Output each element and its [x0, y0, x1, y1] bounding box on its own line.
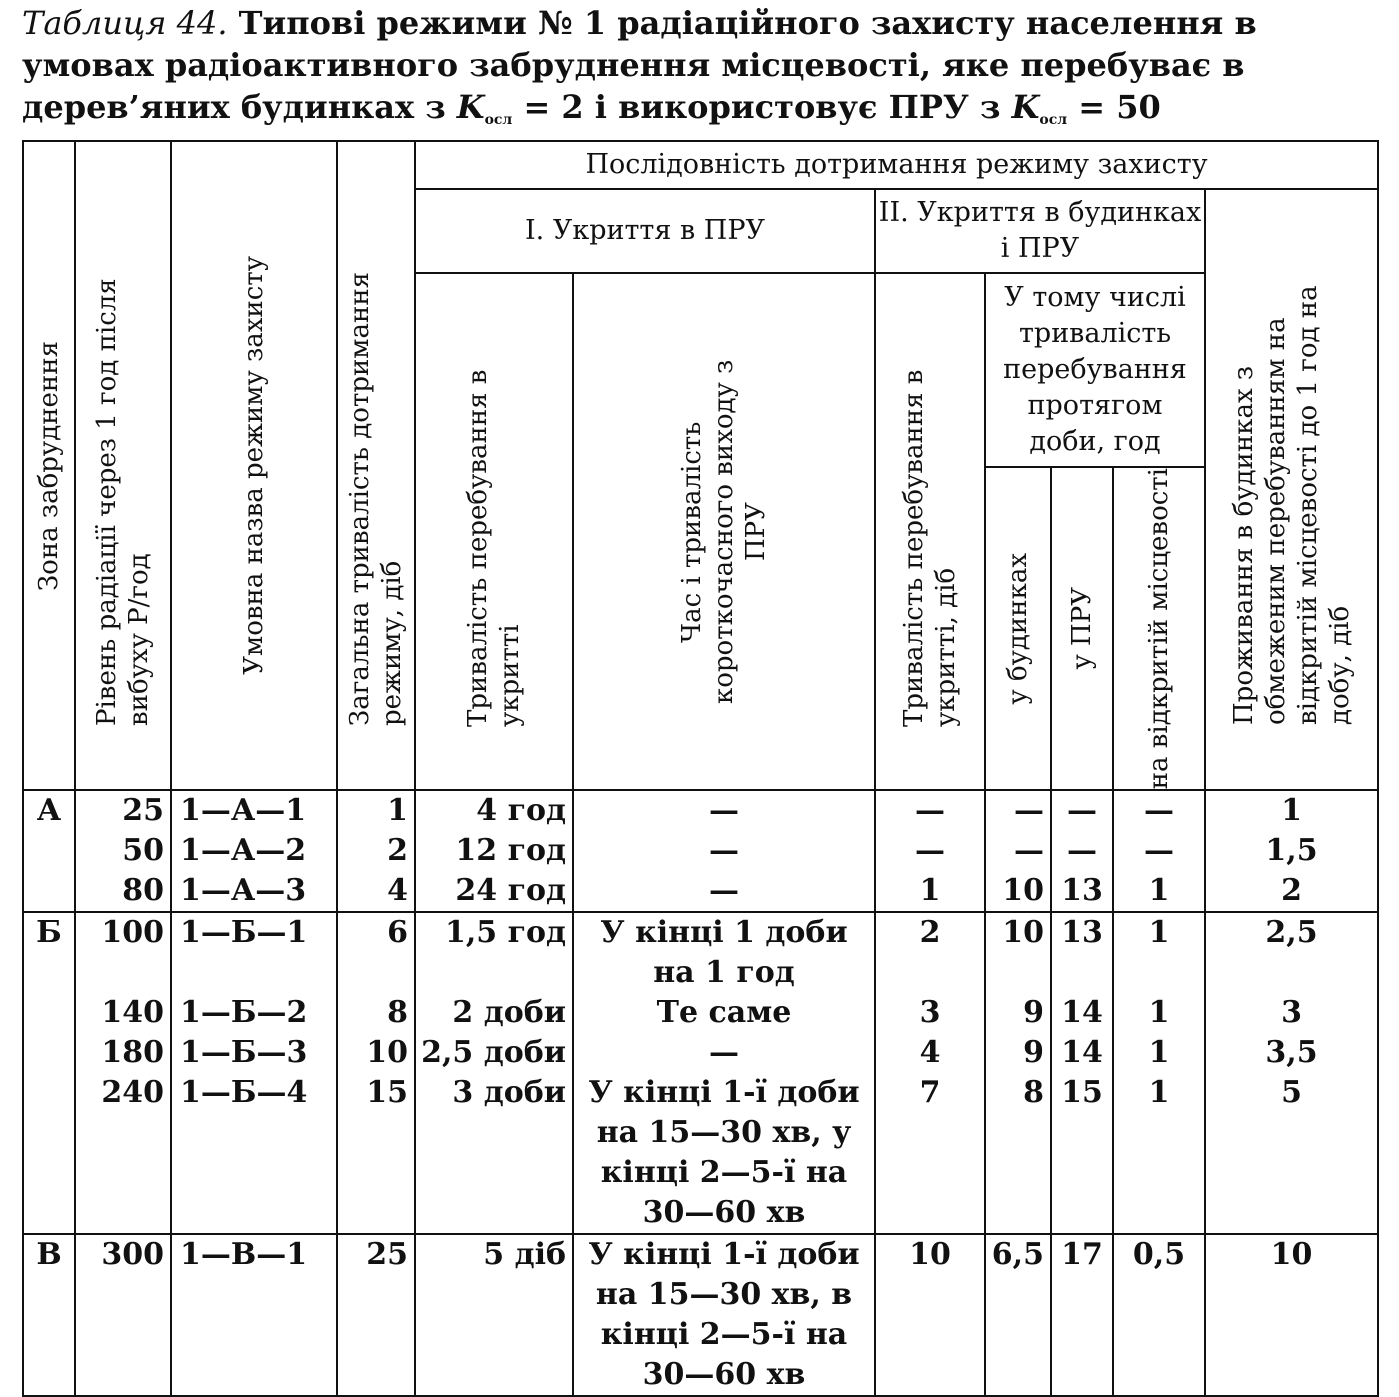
living-value: 10 — [1270, 1237, 1313, 1273]
total-cell — [337, 912, 415, 1234]
g2-duration-value — [876, 1275, 984, 1315]
g1-duration-value: 12 год — [455, 833, 566, 869]
g2-pru-value: 14 — [1061, 1035, 1103, 1071]
caption-sub2: осл — [1039, 112, 1068, 128]
g1-duration-value — [416, 1113, 566, 1153]
g2-pru-value — [1052, 1355, 1112, 1395]
g1-duration-value — [416, 1193, 566, 1233]
g2-pru-value: 13 — [1061, 873, 1103, 909]
g2-open-value: 1 — [1148, 1035, 1170, 1071]
g1-exit-value: кінці 2—5-ї на — [600, 1155, 848, 1191]
living-value: 1 — [1281, 793, 1302, 829]
g1-exit-value: У кінці 1 доби — [600, 915, 848, 951]
g2-open-cell — [1113, 912, 1205, 1234]
level-value — [76, 953, 164, 993]
caption-text-b: = 2 і використовує ПРУ з — [512, 88, 1012, 126]
living-cell — [1205, 1234, 1378, 1396]
g1-exit-value: — — [709, 1035, 739, 1071]
name-value: 1—А—3 — [180, 873, 307, 909]
g2-duration-cell — [875, 790, 985, 912]
living-value — [1206, 1193, 1377, 1233]
g2-pru-cell — [1051, 912, 1113, 1234]
g2-pru-value: 13 — [1061, 915, 1103, 951]
header-group1: І. Укриття в ПРУ — [415, 189, 875, 273]
living-value — [1206, 953, 1377, 993]
header-g1-exit: Час і тривалість короткочасного виходу з ПРУ — [573, 273, 875, 790]
g2-houses-value — [986, 1275, 1044, 1315]
g1-duration-value: 2,5 доби — [421, 1035, 566, 1071]
total-value: 2 — [387, 833, 408, 869]
g2-open-value: 1 — [1148, 995, 1170, 1031]
g2-pru-value — [1052, 1275, 1112, 1315]
living-value: 1,5 — [1265, 833, 1318, 869]
g2-duration-value: 2 — [919, 915, 941, 951]
total-value: 6 — [387, 915, 408, 951]
living-cell — [1205, 790, 1378, 912]
g2-houses-value: 10 — [1002, 915, 1044, 951]
total-value: 8 — [387, 995, 408, 1031]
g1-duration-value: 24 год — [455, 873, 566, 909]
g2-houses-value: 10 — [1002, 873, 1044, 909]
g2-duration-value — [876, 1355, 984, 1395]
g2-open-cell — [1113, 1234, 1205, 1396]
g2-houses-value — [986, 1153, 1044, 1193]
living-value — [1206, 1355, 1377, 1395]
caption-k2: K — [1011, 88, 1040, 126]
total-value — [338, 1275, 408, 1315]
g1-exit-value: Те саме — [656, 995, 792, 1031]
g2-open-value — [1114, 953, 1204, 993]
g1-duration-value — [416, 1355, 566, 1395]
living-value: 5 — [1281, 1075, 1302, 1111]
level-value: 180 — [101, 1035, 164, 1071]
level-value — [76, 1355, 164, 1395]
g1-duration-value — [416, 1315, 566, 1355]
living-value: 2 — [1281, 873, 1302, 909]
g1-exit-value: — — [709, 833, 739, 869]
g1-exit-value: на 15—30 хв, у — [596, 1115, 852, 1151]
level-value — [76, 1275, 164, 1315]
g2-duration-value — [876, 953, 984, 993]
level-value: 240 — [101, 1075, 164, 1111]
header-total: Загальна тривалість дотримання режиму, діб — [337, 141, 415, 790]
living-value — [1206, 1315, 1377, 1355]
g2-duration-value: 4 — [919, 1035, 941, 1071]
g1-exit-value: — — [709, 873, 739, 909]
g2-duration-value — [876, 1193, 984, 1233]
g1-exit-value: кінці 2—5-ї на — [600, 1317, 848, 1353]
header-zone: Зона забруднення — [23, 141, 75, 790]
name-cell — [171, 912, 337, 1234]
total-value — [338, 1315, 408, 1355]
zone-cell — [23, 1234, 75, 1396]
header-sequence: Послідовність дотримання режиму захисту — [415, 141, 1378, 189]
level-value: 80 — [122, 873, 164, 909]
header-g2-including: У тому числі тривалість перебування протягом доби, год — [985, 273, 1205, 467]
header-g1-duration: Тривалість перебування в укритті — [415, 273, 573, 790]
g1-duration-value: 4 год — [476, 793, 566, 829]
g2-houses-value: 8 — [1023, 1075, 1044, 1111]
g2-houses-value: — — [1014, 793, 1044, 829]
caption-k1: K — [456, 88, 485, 126]
level-cell — [75, 790, 171, 912]
name-value: 1—Б—3 — [180, 1035, 308, 1071]
zone-label: А — [36, 793, 62, 829]
g2-pru-value — [1052, 1113, 1112, 1153]
zone-cell — [23, 790, 75, 912]
header-group2: ІІ. Укриття в будинках і ПРУ — [875, 189, 1205, 273]
g2-houses-cell — [985, 1234, 1051, 1396]
level-value: 100 — [101, 915, 164, 951]
table-body — [23, 790, 1378, 1396]
level-cell — [75, 912, 171, 1234]
g1-exit-value: У кінці 1-ї доби — [588, 1075, 860, 1111]
g1-duration-cell — [415, 912, 573, 1234]
name-value: 1—А—2 — [180, 833, 307, 869]
g2-pru-value: — — [1067, 793, 1097, 829]
g2-pru-value — [1052, 1193, 1112, 1233]
g2-pru-value — [1052, 1315, 1112, 1355]
table-row — [23, 1234, 1378, 1396]
total-value: 4 — [387, 873, 408, 909]
g1-duration-value: 2 доби — [452, 995, 566, 1031]
level-value: 300 — [101, 1237, 164, 1273]
g2-open-value — [1114, 1193, 1204, 1233]
living-value — [1206, 1153, 1377, 1193]
header-living: Проживання в будинках з обмеженим перебуванням на відкритій місцевості до 1 год на добу, діб — [1205, 189, 1378, 790]
name-value — [180, 1113, 336, 1153]
g1-exit-value: — — [709, 793, 739, 829]
caption-text-c: = 50 — [1067, 88, 1161, 126]
level-value — [76, 1315, 164, 1355]
g2-pru-value: 17 — [1061, 1237, 1103, 1273]
total-value — [338, 1153, 408, 1193]
g1-duration-value: 5 діб — [483, 1237, 566, 1273]
g2-duration-value: 1 — [919, 873, 941, 909]
g2-open-value — [1114, 1275, 1204, 1315]
g2-open-value — [1114, 1315, 1204, 1355]
level-cell — [75, 1234, 171, 1396]
g2-open-value: 1 — [1148, 873, 1170, 909]
level-value: 140 — [101, 995, 164, 1031]
header-g2-duration: Тривалість перебування в укритті, діб — [875, 273, 985, 790]
g2-duration-value: 3 — [919, 995, 941, 1031]
level-value: 50 — [122, 833, 164, 869]
g2-pru-value: — — [1067, 833, 1097, 869]
g2-houses-value: 9 — [1023, 995, 1044, 1031]
g1-exit-cell — [573, 790, 875, 912]
g1-exit-value: на 1 год — [653, 955, 795, 991]
name-value — [180, 1275, 336, 1315]
g1-duration-value: 3 доби — [452, 1075, 566, 1111]
name-value: 1—В—1 — [180, 1237, 308, 1273]
living-value — [1206, 1275, 1377, 1315]
g2-duration-cell — [875, 912, 985, 1234]
level-value — [76, 1193, 164, 1233]
total-value — [338, 953, 408, 993]
g2-open-value — [1114, 1355, 1204, 1395]
g2-pru-value — [1052, 1153, 1112, 1193]
table-row — [23, 790, 1378, 912]
level-value: 25 — [122, 793, 164, 829]
g2-open-value — [1114, 1113, 1204, 1153]
zone-label: Б — [36, 915, 62, 951]
g2-pru-cell — [1051, 790, 1113, 912]
g1-exit-value: 30—60 хв — [642, 1357, 806, 1393]
g2-houses-value — [986, 1355, 1044, 1395]
g2-duration-value — [876, 1113, 984, 1153]
g1-exit-cell — [573, 912, 875, 1234]
g2-open-value: 1 — [1148, 1075, 1170, 1111]
g2-houses-value: — — [1014, 833, 1044, 869]
header-g2-houses: у будинках — [985, 467, 1051, 790]
g2-open-value — [1114, 1153, 1204, 1193]
radiation-protection-table — [22, 140, 1379, 1397]
g2-open-value: — — [1144, 833, 1174, 869]
living-value: 3 — [1281, 995, 1302, 1031]
name-value: 1—Б—2 — [180, 995, 308, 1031]
living-value — [1206, 1113, 1377, 1153]
caption-text-a: Типові режими № 1 радіаційного захисту населення в умовах радіоактивного забруднення місцевості, яке перебуває в дерев’яних будинках з — [22, 4, 1257, 126]
g2-houses-value — [986, 1193, 1044, 1233]
name-value — [180, 1153, 336, 1193]
g2-duration-cell — [875, 1234, 985, 1396]
g1-duration-value — [416, 953, 566, 993]
g2-open-cell — [1113, 790, 1205, 912]
zone-label: В — [36, 1237, 62, 1273]
level-value — [76, 1113, 164, 1153]
total-value: 25 — [366, 1237, 408, 1273]
name-value — [180, 1355, 336, 1395]
name-value: 1—Б—4 — [180, 1075, 308, 1111]
g2-houses-cell — [985, 912, 1051, 1234]
g1-exit-value: У кінці 1-ї доби — [588, 1237, 860, 1273]
total-value — [338, 1113, 408, 1153]
header-g2-pru: у ПРУ — [1051, 467, 1113, 790]
name-value — [180, 1315, 336, 1355]
table-caption — [22, 2, 1382, 141]
caption-sub1: осл — [484, 112, 513, 128]
total-value — [338, 1355, 408, 1395]
total-value: 10 — [366, 1035, 408, 1071]
g2-pru-cell — [1051, 1234, 1113, 1396]
g1-exit-value: 30—60 хв — [642, 1195, 806, 1231]
name-value: 1—А—1 — [180, 793, 307, 829]
g2-houses-value: 9 — [1023, 1035, 1044, 1071]
g2-duration-value — [876, 1153, 984, 1193]
living-cell — [1205, 912, 1378, 1234]
g1-duration-value — [416, 1275, 566, 1315]
g2-duration-value: 7 — [919, 1075, 941, 1111]
g1-duration-value: 1,5 год — [444, 915, 566, 951]
g2-duration-value — [876, 1315, 984, 1355]
header-name: Умовна назва режиму захисту — [171, 141, 337, 790]
g2-pru-value: 15 — [1061, 1075, 1103, 1111]
name-value: 1—Б—1 — [180, 915, 308, 951]
table-row — [23, 912, 1378, 1234]
g1-duration-cell — [415, 1234, 573, 1396]
name-cell — [171, 790, 337, 912]
name-cell — [171, 1234, 337, 1396]
living-value: 3,5 — [1265, 1035, 1318, 1071]
total-value: 1 — [387, 793, 408, 829]
living-value: 2,5 — [1265, 915, 1318, 951]
total-cell — [337, 1234, 415, 1396]
g2-pru-value — [1052, 953, 1112, 993]
g2-houses-value — [986, 953, 1044, 993]
g2-houses-value — [986, 1315, 1044, 1355]
header-g2-open: на відкритій місцевості — [1113, 467, 1205, 790]
g2-duration-value: 10 — [909, 1237, 951, 1273]
g1-duration-value — [416, 1153, 566, 1193]
total-value: 15 — [366, 1075, 408, 1111]
g2-open-value: 0,5 — [1132, 1237, 1186, 1273]
g1-duration-cell — [415, 790, 573, 912]
g2-houses-value — [986, 1113, 1044, 1153]
g2-houses-cell — [985, 790, 1051, 912]
g2-open-value: — — [1144, 793, 1174, 829]
g1-exit-cell — [573, 1234, 875, 1396]
g1-exit-value: на 15—30 хв, в — [595, 1277, 853, 1313]
total-cell — [337, 790, 415, 912]
g2-pru-value: 14 — [1061, 995, 1103, 1031]
zone-cell — [23, 912, 75, 1234]
header-level: Рівень радіації через 1 год після вибуху Р/год — [75, 141, 171, 790]
caption-label: Таблиця 44. — [22, 4, 228, 42]
level-value — [76, 1153, 164, 1193]
g2-houses-value: 6,5 — [991, 1237, 1044, 1273]
name-value — [180, 1193, 336, 1233]
total-value — [338, 1193, 408, 1233]
g2-duration-value: — — [915, 833, 945, 869]
name-value — [180, 953, 336, 993]
g2-open-value: 1 — [1148, 915, 1170, 951]
g2-duration-value: — — [915, 793, 945, 829]
